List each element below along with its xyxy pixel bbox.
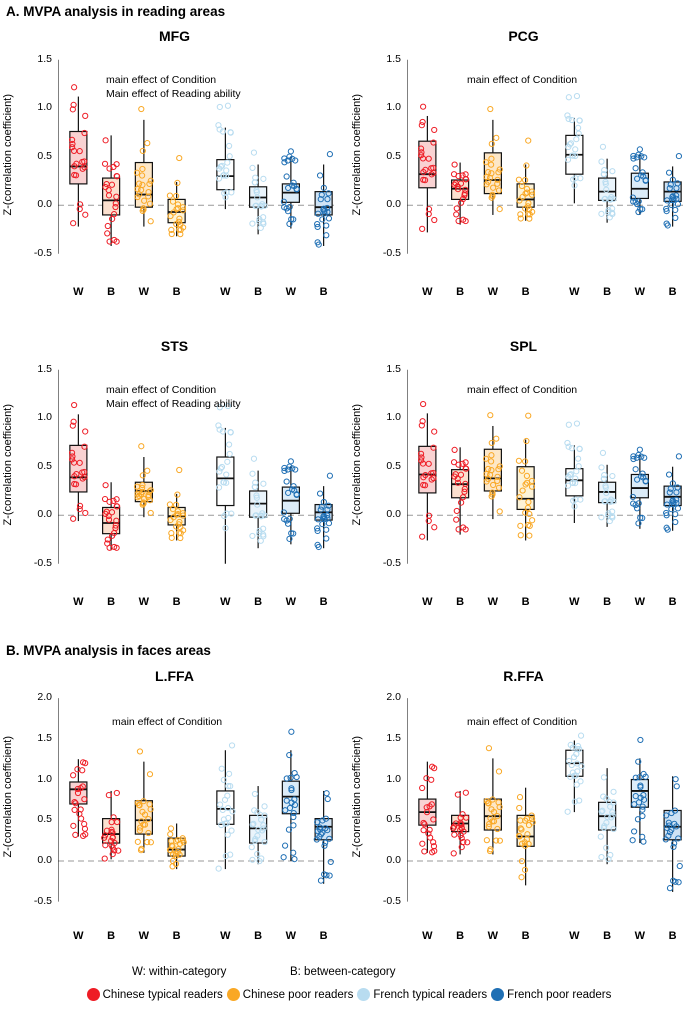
box-plot <box>315 152 333 248</box>
annotation-text: main effect of Condition <box>106 384 217 396</box>
box-plot <box>167 467 185 540</box>
legend-color-dot <box>227 988 240 1001</box>
box-plot <box>249 786 267 864</box>
y-tick-label: 1.5 <box>37 52 52 65</box>
box-plot <box>516 413 534 540</box>
x-tick-label: B <box>254 930 263 942</box>
legend-item <box>357 988 487 1001</box>
legend-color-dot <box>491 988 504 1001</box>
box-plot <box>664 153 682 228</box>
box-plot <box>630 737 648 844</box>
annotation-text: main effect of Condition <box>112 716 223 728</box>
x-tick-label: B <box>603 596 612 608</box>
panel-title: STS <box>160 338 189 354</box>
box-plot <box>451 447 468 534</box>
y-tick-label: 0.5 <box>37 459 52 472</box>
y-tick-label: 1.0 <box>386 101 401 114</box>
annotation-text: main effect of Condition <box>467 74 578 86</box>
x-tick-label: W <box>285 286 297 298</box>
annotation-text: main effect of Condition <box>106 74 217 86</box>
annotation-text: main effect of Condition <box>467 384 578 396</box>
between-category-key: B: between-category <box>290 966 396 978</box>
x-tick-label: W <box>487 930 499 942</box>
y-tick-label: 0.5 <box>386 459 401 472</box>
x-tick-label: W <box>73 596 84 608</box>
x-tick-label: W <box>73 930 84 942</box>
y-tick-label: 2.0 <box>386 691 401 704</box>
x-tick-label: W <box>569 286 580 298</box>
y-axis-label: Z-(correlation coefficient) <box>2 404 14 526</box>
y-tick-label: 1.5 <box>386 52 401 65</box>
x-tick-label: B <box>603 286 612 298</box>
x-tick-label: W <box>634 930 646 942</box>
legend-item <box>87 988 223 1001</box>
y-tick-label: 1.5 <box>37 362 52 375</box>
box-plot <box>315 473 333 549</box>
y-tick-label: 1.0 <box>386 411 401 424</box>
y-tick-label: 1.5 <box>37 731 52 744</box>
box-plot <box>281 729 299 862</box>
y-tick-label: 0.5 <box>37 149 52 162</box>
box-plot <box>167 155 185 236</box>
box-plot <box>135 749 153 853</box>
y-tick-label: -0.5 <box>33 894 52 907</box>
box-plot <box>216 403 234 563</box>
x-tick-label: W <box>220 286 231 298</box>
box-plot <box>216 103 234 209</box>
x-tick-label: B <box>456 286 465 298</box>
y-tick-label: 0.5 <box>386 813 401 826</box>
panel-title: L.FFA <box>155 668 194 684</box>
panel-title: R.FFA <box>503 668 544 684</box>
box-plot <box>598 768 616 864</box>
box-plot <box>250 456 267 548</box>
box-plot <box>314 791 333 884</box>
box-plot <box>565 93 583 203</box>
x-tick-label: W <box>569 596 580 608</box>
within-category-key: W: within-category <box>132 966 227 978</box>
x-tick-label: B <box>456 930 465 942</box>
legend-color-dot <box>357 988 370 1001</box>
y-tick-label: 1.0 <box>37 411 52 424</box>
y-tick-label: -0.5 <box>382 556 401 569</box>
x-tick-label: W <box>220 596 231 608</box>
box-plot <box>418 401 436 540</box>
y-tick-label: 2.0 <box>37 691 52 704</box>
box-plot <box>663 776 682 892</box>
x-tick-label: W <box>220 930 231 942</box>
legend <box>0 988 698 1001</box>
x-tick-label: W <box>138 596 150 608</box>
x-tick-label: W <box>285 596 297 608</box>
panel-title: MFG <box>158 28 191 44</box>
box-plot <box>102 135 119 246</box>
x-tick-label: W <box>634 596 646 608</box>
box-plot <box>516 788 535 886</box>
x-tick-label: B <box>254 596 263 608</box>
y-tick-label: 0.0 <box>37 853 52 866</box>
box-plot <box>250 150 267 234</box>
x-tick-label: B <box>521 286 530 298</box>
box-plot <box>451 162 468 225</box>
y-axis-label: Z-(correlation coefficient) <box>351 94 363 216</box>
y-tick-label: 0.5 <box>386 149 401 162</box>
legend-label: French poor readers <box>507 988 612 1001</box>
panel-title: PCG <box>508 28 539 44</box>
box-plot <box>70 759 88 838</box>
y-axis-label: Z-(correlation coefficient) <box>351 404 363 526</box>
box-plot <box>664 454 682 532</box>
x-tick-label: B <box>107 596 116 608</box>
x-tick-label: B <box>172 930 181 942</box>
section-a-title: A. MVPA analysis in reading areas <box>6 4 226 19</box>
x-tick-label: W <box>569 930 580 942</box>
x-tick-label: B <box>172 286 181 298</box>
x-tick-label: B <box>603 930 612 942</box>
y-axis-label: Z-(correlation coefficient) <box>2 736 14 858</box>
box-plot <box>484 746 502 855</box>
section-b-title: B. MVPA analysis in faces areas <box>6 643 211 658</box>
x-tick-label: B <box>456 596 465 608</box>
legend-label: Chinese typical readers <box>102 988 223 1001</box>
x-tick-label: W <box>138 286 150 298</box>
box-plot <box>281 459 299 545</box>
x-tick-label: B <box>319 596 328 608</box>
box-plot <box>69 402 87 521</box>
box-plot <box>565 421 583 523</box>
annotation-text: main effect of Condition <box>467 716 578 728</box>
box-plot <box>134 106 153 226</box>
box-plot <box>102 482 119 550</box>
y-tick-label: 0.0 <box>37 198 52 211</box>
y-tick-label: 1.5 <box>386 731 401 744</box>
box-plot <box>418 104 436 232</box>
y-tick-label: -0.5 <box>382 894 401 907</box>
box-plot <box>419 762 437 855</box>
annotation-text: Main effect of Reading ability <box>106 398 241 410</box>
box-plot <box>216 743 235 871</box>
box-plot <box>167 824 186 870</box>
x-tick-label: W <box>422 930 433 942</box>
box-plot <box>565 733 584 814</box>
x-tick-label: B <box>254 286 263 298</box>
y-tick-label: 0.0 <box>386 198 401 211</box>
y-tick-label: -0.5 <box>33 556 52 569</box>
y-tick-label: 0.5 <box>37 813 52 826</box>
y-tick-label: 1.0 <box>386 772 401 785</box>
x-tick-label: B <box>668 930 677 942</box>
legend-label: French typical readers <box>373 988 488 1001</box>
x-tick-label: B <box>172 596 181 608</box>
y-tick-label: -0.5 <box>382 246 401 259</box>
y-tick-label: 1.5 <box>386 362 401 375</box>
box-plot <box>630 447 648 529</box>
legend-color-dot <box>87 988 100 1001</box>
y-tick-label: 0.0 <box>386 853 401 866</box>
box-plot <box>483 413 502 520</box>
x-tick-label: B <box>319 930 328 942</box>
y-axis-label: Z-(correlation coefficient) <box>351 736 363 858</box>
y-axis-label: Z-(correlation coefficient) <box>2 94 14 216</box>
y-tick-label: 0.0 <box>386 508 401 521</box>
x-tick-label: B <box>107 286 116 298</box>
x-tick-label: B <box>668 596 677 608</box>
box-plot <box>630 147 648 215</box>
legend-label: Chinese poor readers <box>242 988 354 1001</box>
box-plot <box>134 444 153 518</box>
x-tick-label: W <box>487 286 499 298</box>
x-tick-label: W <box>487 596 499 608</box>
annotation-text: Main effect of Reading ability <box>106 88 241 100</box>
box-plot <box>483 106 502 214</box>
x-tick-label: W <box>422 596 433 608</box>
x-tick-label: W <box>285 930 297 942</box>
x-tick-label: B <box>521 930 530 942</box>
box-plot <box>599 144 616 223</box>
legend-item <box>227 988 354 1001</box>
x-tick-label: W <box>634 286 646 298</box>
y-tick-label: 1.0 <box>37 772 52 785</box>
x-tick-label: B <box>319 286 328 298</box>
x-tick-label: B <box>521 596 530 608</box>
y-tick-label: -0.5 <box>33 246 52 259</box>
box-plot <box>451 790 470 856</box>
x-tick-label: W <box>138 930 150 942</box>
panel-title: SPL <box>509 338 538 354</box>
box-plot <box>281 149 299 229</box>
y-tick-label: 1.0 <box>37 101 52 114</box>
x-tick-label: W <box>73 286 84 298</box>
y-tick-label: 0.0 <box>37 508 52 521</box>
box-plot <box>516 138 534 221</box>
x-tick-label: B <box>668 286 677 298</box>
legend-item <box>491 988 611 1001</box>
x-tick-label: B <box>107 930 116 942</box>
x-tick-label: W <box>422 286 433 298</box>
box-plot <box>102 790 121 861</box>
